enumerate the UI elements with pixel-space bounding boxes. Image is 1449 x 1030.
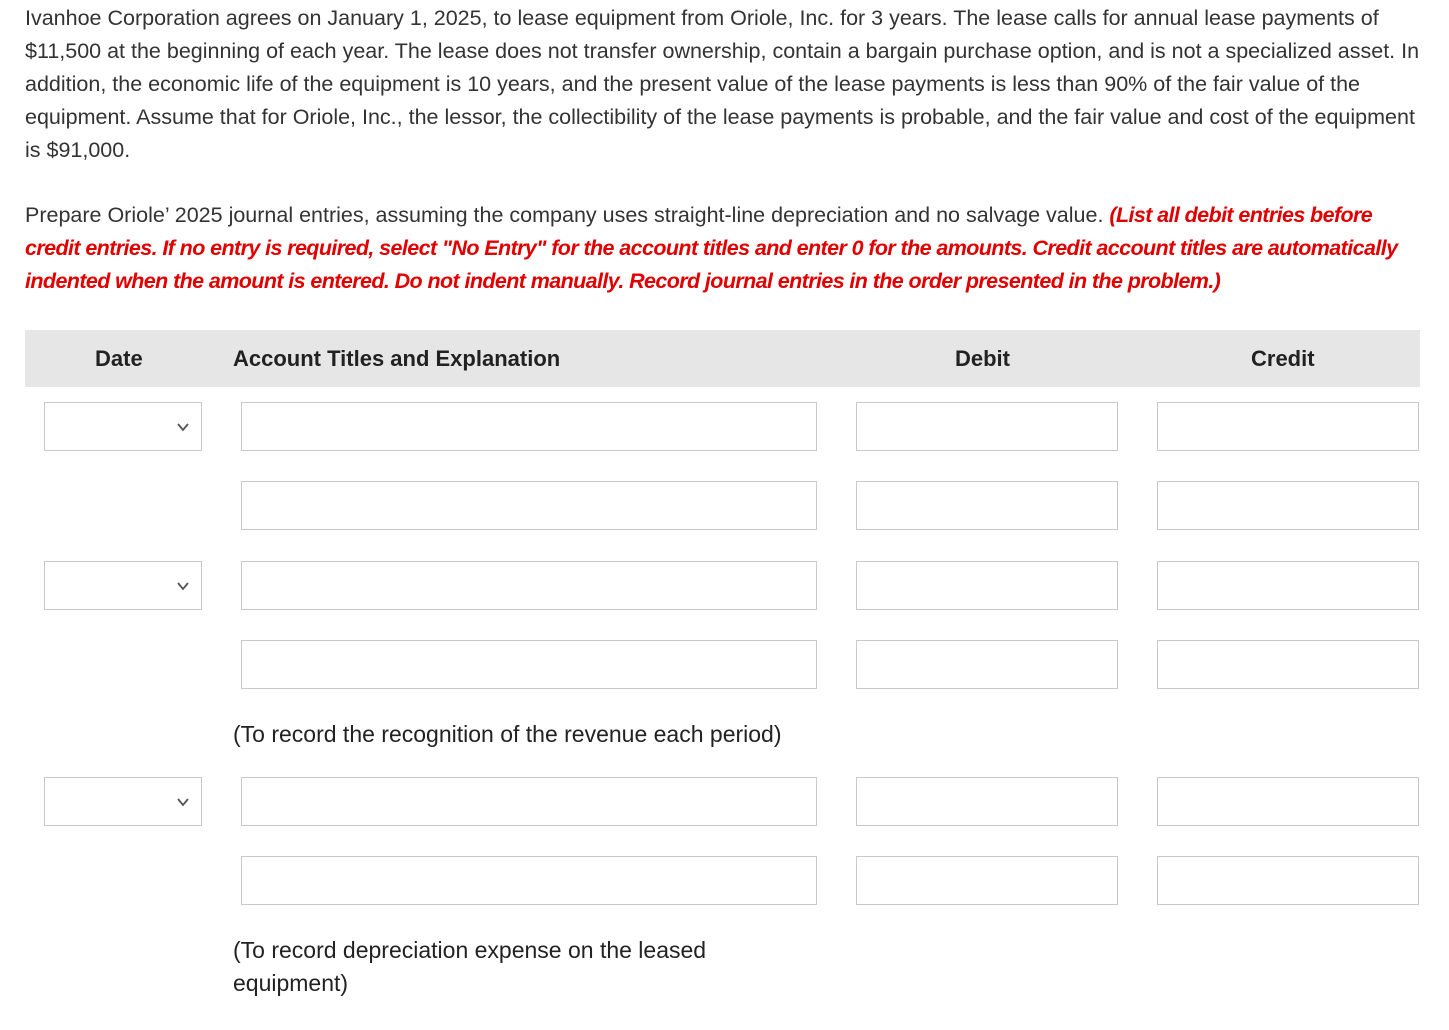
entry-1-account-field-2[interactable] [241, 481, 817, 530]
date-column-header: Date [95, 346, 143, 371]
entry-2-debit-field-2[interactable] [856, 640, 1118, 689]
entry-1-credit-field-1[interactable] [1157, 402, 1419, 451]
entry-2-account-field-2[interactable] [241, 640, 817, 689]
chevron-down-icon [175, 578, 191, 594]
entry-3-explanation: (To record depreciation expense on the leased equipment) [233, 937, 707, 996]
entry-3-debit-field-2[interactable] [856, 856, 1118, 905]
debit-column-header: Debit [955, 346, 1010, 371]
entry-3-account-field-1[interactable] [241, 777, 817, 826]
entry-1-debit-field-2[interactable] [856, 481, 1118, 530]
problem-statement: Ivanhoe Corporation agrees on January 1, 2025, to lease equipment from Oriole, Inc. for 3 years. The lease calls for annual lease payments of $11,500 at the beginning of each year. The lease does not transfer ownership, contain a bargain purchase option, and is not a specialized asset. In addition, the economic life of the equipment is 10 years, and the present value of the lease payments is less than 90% of the fair value of the equipment. Assume that for Oriole, Inc., the lessor, the collectibility of the lease payments is probable, and the fair value and cost of the equipment is $91,000. [25, 6, 1420, 162]
entry-3-credit-field-2[interactable] [1157, 856, 1419, 905]
entry-3-account-field-2[interactable] [241, 856, 817, 905]
entry-2-credit-field-1[interactable] [1157, 561, 1419, 610]
entry-1-debit-field-1[interactable] [856, 402, 1118, 451]
journal-table-header [25, 330, 1420, 387]
credit-column-header: Credit [1251, 346, 1315, 371]
entry-1-date-select[interactable] [44, 402, 202, 451]
entry-2-date-select[interactable] [44, 561, 202, 610]
entry-2-credit-field-2[interactable] [1157, 640, 1419, 689]
account-column-header: Account Titles and Explanation [233, 346, 561, 371]
chevron-down-icon [175, 794, 191, 810]
entry-1-credit-field-2[interactable] [1157, 481, 1419, 530]
entry-3-debit-field-1[interactable] [856, 777, 1118, 826]
entry-1-account-field-1[interactable] [241, 402, 817, 451]
entry-2-explanation: (To record the recognition of the revenue each period) [233, 721, 782, 747]
entry-2-account-field-1[interactable] [241, 561, 817, 610]
entry-2-debit-field-1[interactable] [856, 561, 1118, 610]
instruction-text [25, 199, 1425, 298]
entry-3-date-select[interactable] [44, 777, 202, 826]
instruction-note: (List all debit entries before credit entries. If no entry is required, select "No Entry" for the account titles and enter 0 for the amounts. Credit account titles are automatically indented when the amount is entered. Do not indent manually. Record journal entries in the order presented in the problem.) [25, 203, 1398, 293]
chevron-down-icon [175, 419, 191, 435]
instruction-main: Prepare Oriole’ 2025 journal entries, assuming the company uses straight-line depreciation and no salvage value. [25, 203, 1104, 227]
entry-3-credit-field-1[interactable] [1157, 777, 1419, 826]
